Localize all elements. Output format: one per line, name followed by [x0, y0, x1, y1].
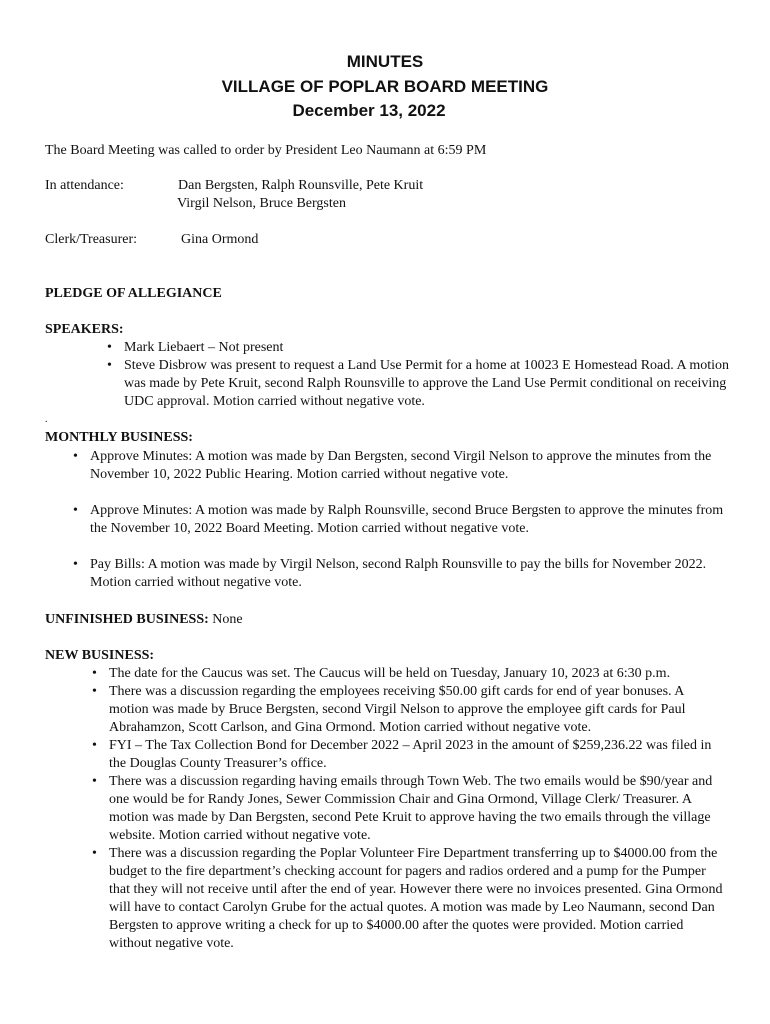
pledge-heading: PLEDGE OF ALLEGIANCE — [45, 286, 222, 301]
unfinished-business — [45, 611, 243, 629]
attendance-line-1: Dan Bergsten, Ralph Rounsville, Pete Kruit — [178, 178, 424, 193]
speakers-list — [124, 339, 734, 411]
title-board-meeting: VILLAGE OF POPLAR BOARD MEETING — [221, 77, 549, 96]
list-item: • Approve Minutes: A motion was made by Dan Bergsten, second Virgil Nelson to approve the minutes from the November 10, 2022 Public Hearing. Motion carried without negative vote. — [90, 448, 730, 484]
list-item: • There was a discussion regarding the Poplar Volunteer Fire Department transferring up to $4000.00 from the budget to the fire department’s checking account for pagers and radios ordered and a pump for the Pumper that they will not receive until after the end of year. However there were no invoices presented. Gina Ormond will have to contact Carolyn Grube for the actual quotes. A motion was made by Leo Naumann, second Dan Bergsten to approve writing a check for up to $4000.00 after the quotes were provided. Motion carried without negative vote. — [109, 845, 725, 953]
clerk-name: Gina Ormond — [181, 232, 259, 247]
list-item: • The date for the Caucus was set. The Caucus will be held on Tuesday, January 10, 2023 at 6:30 p.m. — [109, 665, 725, 683]
monthly-business-list — [90, 448, 730, 592]
new-business-heading: NEW BUSINESS: — [45, 648, 155, 663]
speakers-heading: SPEAKERS: — [45, 322, 124, 337]
monthly-business-heading: MONTHLY BUSINESS: — [45, 430, 193, 445]
list-item: • Approve Minutes: A motion was made by Ralph Rounsville, second Bruce Bergsten to approve the minutes from the November 10, 2022 Board Meeting. Motion carried without negative vote. — [90, 502, 730, 538]
list-item: • Mark Liebaert – Not present — [124, 339, 734, 357]
unfinished-business-heading: UNFINISHED BUSINESS: — [45, 612, 209, 627]
list-item: • Steve Disbrow was present to request a Land Use Permit for a home at 10023 E Homestead Road. A motion was made by Pete Kruit, second Ralph Rounsville to approve the Land Use Permit conditional on receiving UDC approval. Motion carried without negative vote. — [124, 357, 734, 411]
list-item: • Pay Bills: A motion was made by Virgil Nelson, second Ralph Rounsville to pay the bills for November 2022. Motion carried without negative vote. — [90, 556, 730, 592]
title-date: December 13, 2022 — [292, 101, 446, 120]
attendance-line-2: Virgil Nelson, Bruce Bergsten — [177, 196, 346, 211]
new-business-list — [109, 665, 725, 953]
unfinished-business-value: None — [212, 612, 243, 627]
call-to-order: The Board Meeting was called to order by President Leo Naumann at 6:59 PM — [45, 143, 487, 158]
attendance-label: In attendance: — [45, 178, 124, 193]
clerk-label: Clerk/Treasurer: — [45, 232, 138, 247]
title-minutes: MINUTES — [346, 52, 424, 71]
list-item: • There was a discussion regarding having emails through Town Web. The two emails would be $90/year and one would be for Randy Jones, Sewer Commission Chair and Gina Ormond, Village Clerk/ Treasurer. A motion was made by Dan Bergsten, second Pete Kruit to approve having the two emails through the village website. Motion carried without negative vote. — [109, 773, 725, 845]
list-item: • FYI – The Tax Collection Bond for December 2022 – April 2023 in the amount of $259,236.22 was filed in the Douglas County Treasurer’s office. — [109, 737, 725, 773]
list-item: • There was a discussion regarding the employees receiving $50.00 gift cards for end of year bonuses. A motion was made by Bruce Bergsten, second Virgil Nelson to approve the employee gift cards for Paul Abrahamzon, Scott Carlson, and Gina Ormond. Motion carried without negative vote. — [109, 683, 725, 737]
stray-mark: . — [45, 414, 48, 425]
